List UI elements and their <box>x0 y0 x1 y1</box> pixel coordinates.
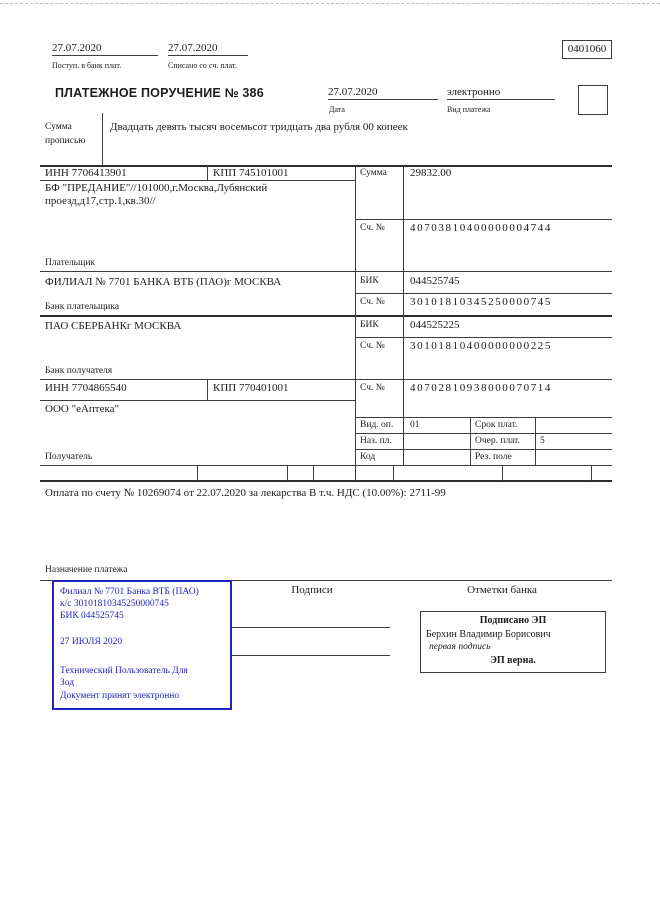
op-reserve-label: Рез. поле <box>475 452 512 462</box>
received-date-label: Поступ. в банк плат. <box>52 61 122 70</box>
ep-signer-name: Берхин Владимир Борисович <box>426 629 551 640</box>
payment-kind-field: электронно <box>447 85 555 100</box>
op-code-label: Код <box>360 452 376 462</box>
payer-bank-account-value: 30101810345250000745 <box>410 296 552 308</box>
amount-words-label-2: прописью <box>45 136 86 146</box>
payee-account-label: Сч. № <box>360 383 385 393</box>
op-order-label: Очер. плат. <box>475 436 520 446</box>
payer-account-label: Сч. № <box>360 223 385 233</box>
amount-in-words: Двадцать девять тысяч восемьсот тридцать два рубля 00 копеек <box>110 121 408 133</box>
bank-stamp <box>52 580 232 710</box>
divider <box>591 465 592 481</box>
payee-bank-label: Банк получателя <box>45 366 113 376</box>
signature-line <box>232 655 390 656</box>
divider <box>403 165 404 465</box>
bank-stamp-line: Филиал № 7701 Банка ВТБ (ПАО) <box>60 587 199 597</box>
payer-bank-bik-value: 044525745 <box>410 275 460 287</box>
table-line <box>40 465 612 466</box>
document-date-field: 27.07.2020 <box>328 85 438 100</box>
divider <box>313 465 314 481</box>
debited-date-label: Списано со сч. плат. <box>168 61 237 70</box>
document-date-label: Дата <box>329 105 345 114</box>
payee-inn: ИНН 7704865540 <box>45 382 127 394</box>
empty-checkbox <box>578 85 608 115</box>
table-line <box>40 180 355 181</box>
payee-bank-bik-value: 044525225 <box>410 319 460 331</box>
payee-bank-name: ПАО СБЕРБАНКг МОСКВА <box>45 320 182 332</box>
payee-name: ООО "еАптека" <box>45 403 120 415</box>
payment-kind-label: Вид платежа <box>447 105 491 114</box>
table-line <box>355 219 612 220</box>
table-line <box>355 449 612 450</box>
op-order-value: 5 <box>540 436 545 446</box>
op-purpose-code-label: Наз. пл. <box>360 436 392 446</box>
table-line <box>355 337 612 338</box>
debited-date-field: 27.07.2020 <box>168 41 248 56</box>
payer-bank-bik-label: БИК <box>360 276 379 286</box>
payee-label: Получатель <box>45 452 93 462</box>
divider <box>393 465 394 481</box>
payer-kpp: КПП 745101001 <box>213 167 289 179</box>
payee-bank-account-label: Сч. № <box>360 341 385 351</box>
payer-bank-account-label: Сч. № <box>360 297 385 307</box>
op-type-label: Вид. оп. <box>360 420 394 430</box>
table-line <box>40 379 612 380</box>
op-type-value: 01 <box>410 420 420 430</box>
bank-stamp-line: Технический Пользователь Для <box>60 666 188 676</box>
table-line <box>355 293 612 294</box>
divider <box>502 465 503 481</box>
payer-label: Плательщик <box>45 258 96 268</box>
bank-marks-label: Отметки банка <box>467 584 537 596</box>
table-line <box>40 271 612 272</box>
payee-kpp: КПП 770401001 <box>213 382 289 394</box>
payer-bank-name: ФИЛИАЛ № 7701 БАНКА ВТБ (ПАО)г МОСКВА <box>45 276 282 288</box>
op-term-label: Срок плат. <box>475 420 518 430</box>
bank-stamp-line: к/с 30101810345250000745 <box>60 599 169 609</box>
amount-label: Сумма <box>360 168 387 178</box>
signatures-label: Подписи <box>291 584 333 596</box>
divider <box>355 165 356 481</box>
divider <box>287 465 288 481</box>
payee-bank-account-value: 30101810400000000225 <box>410 340 552 352</box>
purpose-label: Назначение платежа <box>45 565 128 575</box>
ep-verified: ЭП верна. <box>490 655 536 666</box>
divider <box>207 165 208 180</box>
payer-bank-label: Банк плательщика <box>45 302 120 312</box>
amount-words-label-1: Сумма <box>45 122 72 132</box>
received-date-field: 27.07.2020 <box>52 41 158 56</box>
divider <box>102 113 103 165</box>
divider <box>535 417 536 465</box>
ep-title: Подписано ЭП <box>479 615 547 626</box>
bank-stamp-line: БИК 044525745 <box>60 611 124 621</box>
table-line <box>40 315 612 317</box>
table-line <box>355 417 612 418</box>
ep-subtitle: первая подпись <box>429 642 491 652</box>
payer-name-line2: проезд,д17,стр.1,кв.30// <box>45 195 156 207</box>
payee-account-value: 40702810938000070714 <box>410 382 552 394</box>
cut-line <box>0 3 660 4</box>
signature-line <box>232 627 390 628</box>
payer-account-value: 40703810400000004744 <box>410 222 552 234</box>
table-line <box>40 400 355 401</box>
electronic-signature-stamp <box>420 611 606 673</box>
payee-bank-bik-label: БИК <box>360 320 379 330</box>
bank-stamp-line: 27 ИЮЛЯ 2020 <box>60 637 123 647</box>
bank-stamp-line: Зод <box>60 678 75 688</box>
payer-inn: ИНН 7706413901 <box>45 167 127 179</box>
table-line <box>40 480 612 482</box>
purpose-text: Оплата по счету № 10269074 от 22.07.2020 за лекарства В т.ч. НДС (10.00%): 2711-99 <box>45 487 446 499</box>
amount-value: 29832.00 <box>410 167 452 179</box>
form-code-box: 0401060 <box>562 40 612 59</box>
divider <box>197 465 198 481</box>
bank-stamp-line: Документ принят электронно <box>60 691 180 701</box>
table-line <box>355 433 612 434</box>
payer-name-line1: БФ "ПРЕДАНИЕ"//101000,г.Москва,Лубянский <box>45 182 268 194</box>
divider <box>470 417 471 465</box>
divider <box>207 379 208 400</box>
page-title: ПЛАТЕЖНОЕ ПОРУЧЕНИЕ № 386 <box>55 86 264 100</box>
